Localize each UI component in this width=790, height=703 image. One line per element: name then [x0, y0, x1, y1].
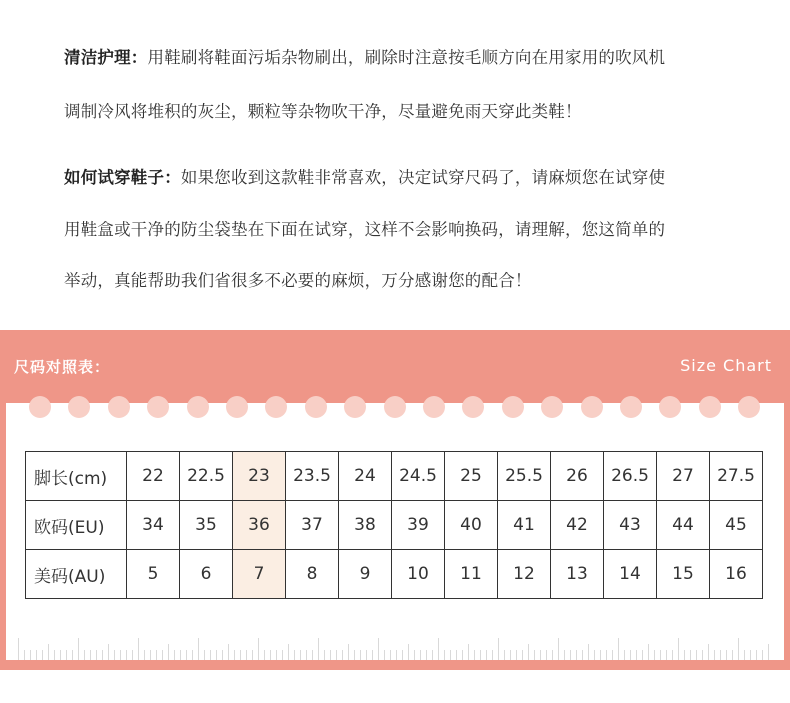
table-row — [26, 501, 763, 550]
ruler-tick — [486, 650, 487, 660]
ruler-tick — [666, 650, 667, 660]
ruler-tick — [684, 650, 685, 660]
decorative-dot — [344, 396, 366, 418]
ruler-tick — [696, 650, 697, 660]
ruler-tick — [420, 650, 421, 660]
table-cell: 44 — [657, 501, 710, 550]
tryon-line-1 — [64, 164, 665, 188]
decorative-dot — [226, 396, 248, 418]
table-cell: 13 — [551, 550, 604, 599]
decorative-dot — [187, 396, 209, 418]
ruler-tick — [462, 650, 463, 660]
ruler-tick — [306, 650, 307, 660]
ruler-tick — [438, 638, 439, 660]
ruler-tick — [300, 650, 301, 660]
table-cell: 36 — [233, 501, 286, 550]
ruler-tick — [564, 650, 565, 660]
ruler-tick — [216, 650, 217, 660]
ruler-tick — [264, 650, 265, 660]
table-cell: 6 — [180, 550, 233, 599]
decorative-dot — [265, 396, 287, 418]
ruler-tick — [66, 650, 67, 660]
table-cell: 42 — [551, 501, 604, 550]
decorative-dot — [738, 396, 760, 418]
ruler-tick — [396, 650, 397, 660]
table-cell: 26 — [551, 452, 604, 501]
ruler-tick — [270, 650, 271, 660]
table-cell: 25.5 — [498, 452, 551, 501]
ruler-tick — [18, 638, 19, 660]
table-cell: 39 — [392, 501, 445, 550]
ruler-tick — [60, 650, 61, 660]
ruler-tick — [168, 644, 169, 660]
ruler-tick — [744, 650, 745, 660]
ruler-tick — [24, 650, 25, 660]
decorative-dot — [620, 396, 642, 418]
table-cell: 24 — [339, 452, 392, 501]
ruler-tick — [654, 650, 655, 660]
ruler-tick — [384, 650, 385, 660]
table-row — [26, 550, 763, 599]
ruler-tick — [366, 650, 367, 660]
table-row — [26, 452, 763, 501]
ruler-tick — [750, 650, 751, 660]
ruler-tick — [138, 638, 139, 660]
ruler-tick — [552, 650, 553, 660]
ruler-tick — [114, 650, 115, 660]
decorative-dot — [541, 396, 563, 418]
ruler-tick — [372, 650, 373, 660]
ruler-tick — [78, 638, 79, 660]
ruler-tick — [228, 644, 229, 660]
ruler-tick — [510, 650, 511, 660]
care-line-2: 调制冷风将堆积的灰尘，颗粒等杂物吹干净，尽量避免雨天穿此类鞋！ — [64, 102, 582, 121]
decorative-dot — [384, 396, 406, 418]
ruler-tick — [48, 644, 49, 660]
ruler-tick — [30, 650, 31, 660]
ruler-tick — [222, 650, 223, 660]
table-cell: 43 — [604, 501, 657, 550]
ruler-tick — [714, 650, 715, 660]
table-cell: 8 — [286, 550, 339, 599]
ruler-tick — [468, 644, 469, 660]
ruler-tick — [210, 650, 211, 660]
ruler-tick — [276, 650, 277, 660]
ruler-tick — [690, 650, 691, 660]
table-cell: 27 — [657, 452, 710, 501]
table-cell: 23 — [233, 452, 286, 501]
ruler-tick — [600, 650, 601, 660]
ruler-tick — [54, 650, 55, 660]
row-header: 美码(AU) — [26, 550, 127, 599]
table-cell: 25 — [445, 452, 498, 501]
ruler-tick — [576, 650, 577, 660]
ruler-tick — [516, 650, 517, 660]
ruler-tick — [336, 650, 337, 660]
decorative-dot — [699, 396, 721, 418]
ruler-tick — [180, 650, 181, 660]
ruler-tick — [126, 650, 127, 660]
table-cell: 40 — [445, 501, 498, 550]
tryon-text-1: 如果您收到这款鞋非常喜欢，决定试穿尺码了，请麻烦您在试穿使 — [180, 168, 666, 187]
table-cell: 15 — [657, 550, 710, 599]
ruler-tick — [606, 650, 607, 660]
ruler-tick — [426, 650, 427, 660]
ruler-tick — [150, 650, 151, 660]
table-cell: 22 — [127, 452, 180, 501]
ruler-tick — [456, 650, 457, 660]
ruler-tick — [732, 650, 733, 660]
table-cell: 37 — [286, 501, 339, 550]
ruler-tick — [756, 650, 757, 660]
ruler-tick — [768, 644, 769, 660]
ruler-tick — [96, 650, 97, 660]
ruler-tick — [258, 638, 259, 660]
ruler-tick — [708, 644, 709, 660]
row-header: 脚长(cm) — [26, 452, 127, 501]
table-cell: 9 — [339, 550, 392, 599]
ruler-tick — [288, 644, 289, 660]
table-cell: 24.5 — [392, 452, 445, 501]
ruler-tick — [354, 650, 355, 660]
size-chart-title-en: Size Chart — [680, 356, 772, 375]
ruler-tick — [546, 650, 547, 660]
decorative-dot — [29, 396, 51, 418]
ruler-tick — [762, 650, 763, 660]
ruler-tick — [588, 644, 589, 660]
ruler-tick — [630, 650, 631, 660]
ruler-tick — [144, 650, 145, 660]
ruler-tick — [444, 650, 445, 660]
ruler-tick — [312, 650, 313, 660]
decorative-dot — [108, 396, 130, 418]
ruler-decoration — [18, 634, 772, 660]
ruler-tick — [702, 650, 703, 660]
ruler-tick — [720, 650, 721, 660]
table-cell: 26.5 — [604, 452, 657, 501]
ruler-tick — [318, 638, 319, 660]
table-cell: 16 — [710, 550, 763, 599]
ruler-tick — [360, 650, 361, 660]
ruler-tick — [558, 638, 559, 660]
ruler-tick — [618, 638, 619, 660]
table-cell: 10 — [392, 550, 445, 599]
ruler-tick — [540, 650, 541, 660]
ruler-tick — [132, 650, 133, 660]
ruler-tick — [234, 650, 235, 660]
table-cell: 11 — [445, 550, 498, 599]
table-cell: 22.5 — [180, 452, 233, 501]
table-cell: 14 — [604, 550, 657, 599]
table-cell: 23.5 — [286, 452, 339, 501]
decorative-dots — [0, 396, 790, 418]
table-cell: 41 — [498, 501, 551, 550]
ruler-tick — [90, 650, 91, 660]
ruler-tick — [108, 644, 109, 660]
decorative-dot — [659, 396, 681, 418]
ruler-tick — [678, 638, 679, 660]
decorative-dot — [305, 396, 327, 418]
ruler-tick — [192, 650, 193, 660]
ruler-tick — [348, 644, 349, 660]
table-cell: 5 — [127, 550, 180, 599]
ruler-tick — [474, 650, 475, 660]
ruler-tick — [660, 650, 661, 660]
ruler-tick — [102, 650, 103, 660]
ruler-tick — [174, 650, 175, 660]
ruler-tick — [198, 638, 199, 660]
ruler-tick — [282, 650, 283, 660]
table-cell: 7 — [233, 550, 286, 599]
ruler-tick — [498, 638, 499, 660]
ruler-tick — [726, 650, 727, 660]
table-cell: 38 — [339, 501, 392, 550]
ruler-tick — [582, 650, 583, 660]
decorative-dot — [502, 396, 524, 418]
ruler-tick — [432, 650, 433, 660]
table-cell: 12 — [498, 550, 551, 599]
decorative-dot — [423, 396, 445, 418]
ruler-tick — [240, 650, 241, 660]
ruler-tick — [72, 650, 73, 660]
table-cell: 35 — [180, 501, 233, 550]
ruler-tick — [636, 650, 637, 660]
ruler-tick — [624, 650, 625, 660]
ruler-tick — [324, 650, 325, 660]
care-label: 清洁护理： — [64, 48, 148, 67]
ruler-tick — [378, 638, 379, 660]
table-cell: 45 — [710, 501, 763, 550]
tryon-label: 如何试穿鞋子： — [64, 168, 181, 187]
ruler-tick — [252, 650, 253, 660]
tryon-line-3: 举动，真能帮助我们省很多不必要的麻烦，万分感谢您的配合！ — [64, 271, 532, 290]
ruler-tick — [534, 650, 535, 660]
ruler-tick — [492, 650, 493, 660]
decorative-dot — [581, 396, 603, 418]
ruler-tick — [402, 650, 403, 660]
ruler-tick — [342, 650, 343, 660]
ruler-tick — [156, 650, 157, 660]
ruler-tick — [504, 650, 505, 660]
ruler-tick — [612, 650, 613, 660]
ruler-tick — [738, 638, 739, 660]
ruler-tick — [642, 650, 643, 660]
ruler-tick — [246, 650, 247, 660]
ruler-tick — [594, 650, 595, 660]
ruler-tick — [528, 644, 529, 660]
ruler-tick — [84, 650, 85, 660]
ruler-tick — [522, 650, 523, 660]
ruler-tick — [570, 650, 571, 660]
ruler-tick — [648, 644, 649, 660]
care-text-1: 用鞋刷将鞋面污垢杂物刷出，刷除时注意按毛顺方向在用家用的吹风机 — [147, 48, 666, 67]
size-chart-title: 尺码对照表： — [14, 358, 111, 376]
ruler-tick — [450, 650, 451, 660]
ruler-tick — [330, 650, 331, 660]
ruler-tick — [294, 650, 295, 660]
ruler-tick — [186, 650, 187, 660]
ruler-tick — [672, 650, 673, 660]
decorative-dot — [68, 396, 90, 418]
ruler-tick — [414, 650, 415, 660]
row-header: 欧码(EU) — [26, 501, 127, 550]
ruler-tick — [162, 650, 163, 660]
ruler-tick — [36, 650, 37, 660]
decorative-dot — [147, 396, 169, 418]
table-cell: 27.5 — [710, 452, 763, 501]
size-table — [25, 451, 763, 599]
decorative-dot — [462, 396, 484, 418]
ruler-tick — [480, 650, 481, 660]
care-line-1 — [64, 44, 665, 68]
ruler-tick — [408, 644, 409, 660]
ruler-tick — [120, 650, 121, 660]
ruler-tick — [42, 650, 43, 660]
ruler-tick — [204, 650, 205, 660]
table-cell: 34 — [127, 501, 180, 550]
tryon-line-2: 用鞋盒或干净的防尘袋垫在下面在试穿，这样不会影响换码，请理解，您这简单的 — [64, 220, 666, 239]
ruler-tick — [390, 650, 391, 660]
